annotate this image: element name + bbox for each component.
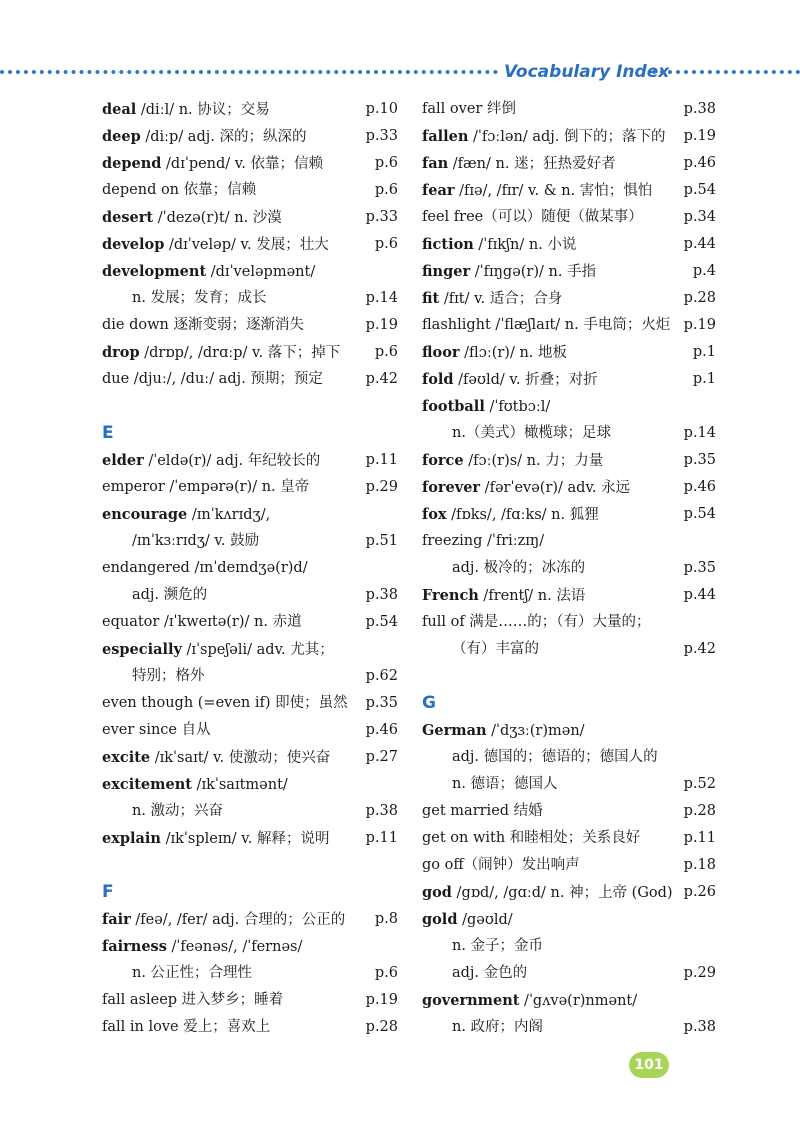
headword: forever [422,479,481,496]
page-reference: p.1 [692,344,716,360]
headword: fan [422,155,449,172]
page-reference: p.19 [365,992,398,1008]
index-entry [102,123,398,150]
entry-text [102,933,302,961]
entry-text [102,366,323,393]
entry-definition: /feə/, /fer/ adj. 合理的；公正的 [130,912,346,928]
headword: fiction [422,236,474,253]
entry-definition: /fɔː(r)s/ n. 力；力量 [463,453,604,469]
entry-text [102,771,288,799]
index-entry [102,609,398,636]
entry-definition: /fəʊld/ v. 折叠；对折 [453,372,598,388]
entry-text [422,852,580,879]
entry-definition: even though (=even if) 即使；虽然 [102,695,348,711]
index-entry [102,960,398,987]
entry-text [422,582,585,610]
headword: German [422,722,487,739]
entry-text [102,474,309,501]
index-entry [422,744,716,771]
index-entry [422,906,716,933]
headword: fair [102,911,131,928]
entry-definition: adj. 金色的 [452,965,528,981]
index-entry [422,636,716,663]
index-entry [102,231,398,258]
headword: French [422,587,479,604]
entry-definition: get married 结婚 [422,803,543,819]
entry-text [102,204,282,232]
entry-text [102,555,308,582]
entry-definition: n. 金子；金币 [452,938,544,954]
page-reference: p.54 [365,614,398,630]
index-entry [102,339,398,366]
entry-text [102,1014,270,1041]
index-entry [102,150,398,177]
headword: gold [422,911,458,928]
index-entry [422,366,716,393]
entry-text [102,177,256,204]
entry-definition: /diːp/ adj. 深的；纵深的 [140,129,307,145]
entry-text [102,906,345,934]
entry-definition: die down 逐渐变弱；逐渐消失 [102,317,304,333]
headword: government [422,992,520,1009]
page-reference: p.35 [365,695,398,711]
index-entry [422,420,716,447]
entry-text [422,771,558,798]
entry-definition: /ˈdʒɜː(r)mən/ [486,723,585,739]
page-reference: p.28 [683,290,716,306]
page-reference: p.6 [374,344,398,360]
index-entry [422,339,716,366]
index-entry [422,258,716,285]
entry-text [102,744,330,772]
entry-definition: depend on 依靠；信赖 [102,182,257,198]
index-entry [102,717,398,744]
entry-text [422,420,611,447]
index-entry [102,744,398,771]
page-reference: p.6 [374,182,398,198]
entry-definition: /fɒks/, /fɑːks/ n. 狐狸 [446,507,599,523]
headword: force [422,452,464,469]
entry-text [422,447,603,475]
headword: floor [422,344,460,361]
header-dotted-rule-right [652,70,800,74]
index-entry [422,150,716,177]
index-entry [422,1014,716,1041]
entry-definition: E [102,423,114,443]
headword: fallen [422,128,469,145]
headword: deep [102,128,141,145]
headword: fit [422,290,440,307]
index-entry [102,528,398,555]
index-entry [422,987,716,1014]
entry-definition: n. 公正性；合理性 [132,965,253,981]
entry-definition: due /djuː/, /duː/ adj. 预期；预定 [102,371,323,387]
entry-definition: adj. 德国的；德语的；德国人的 [452,749,658,765]
entry-definition: n.（美式）橄榄球；足球 [452,425,611,441]
page-reference: p.4 [692,263,716,279]
index-entry [422,960,716,987]
entry-definition: fall asleep 进入梦乡；睡着 [102,992,284,1008]
page-header [0,60,800,84]
page-reference: p.6 [374,155,398,171]
entry-definition: /ɪkˈsaɪtmənt/ [191,777,288,793]
entry-definition: get on with 和睦相处；关系良好 [422,830,641,846]
entry-text [422,879,673,907]
page-reference: p.35 [683,560,716,576]
index-entry [422,528,716,555]
page-reference: p.14 [365,290,398,306]
index-entry [422,312,716,339]
entry-definition: /ɪkˈsaɪt/ v. 使激动；使兴奋 [150,750,331,766]
entry-text [422,1014,543,1041]
section-letter [102,852,398,906]
page-reference: p.27 [365,749,398,765]
headword: deal [102,101,137,118]
entry-text [102,636,334,664]
entry-definition: freezing /ˈfriːzɪŋ/ [422,533,545,549]
entry-definition: /ɪˈspeʃəli/ adv. 尤其； [181,642,334,658]
page-reference: p.42 [365,371,398,387]
entry-text [422,798,543,825]
index-entry [102,96,398,123]
entry-text [422,150,616,178]
entry-text [102,690,348,717]
entry-text [102,717,211,744]
entry-text [102,285,267,312]
index-entry [422,798,716,825]
page-reference: p.29 [683,965,716,981]
entry-text [102,447,320,475]
index-entry [102,987,398,1014]
page-reference: p.10 [365,101,398,117]
entry-definition: /fərˈevə(r)/ adv. 永远 [480,480,631,496]
index-entry [102,366,398,393]
entry-text [422,312,670,339]
index-entry [422,393,716,420]
page-reference: p.8 [374,911,398,927]
index-entry [102,906,398,933]
headword: fairness [102,938,167,955]
index-entry [102,636,398,663]
index-entry [422,177,716,204]
entry-definition: /ɪkˈspleɪn/ v. 解释；说明 [160,831,330,847]
index-entry [102,555,398,582]
index-entry [422,609,716,636]
index-entry [102,258,398,285]
index-column-left [102,96,398,1041]
index-entry [102,582,398,609]
entry-definition: /ˈfeənəs/, /ˈfernəs/ [166,939,303,955]
entry-text [422,366,598,394]
entry-text [422,123,665,151]
page-reference: p.54 [683,182,716,198]
index-entry [102,933,398,960]
page-reference: p.11 [365,830,398,846]
entry-definition: n. 德语；德国人 [452,776,558,792]
headword: especially [102,641,182,658]
entry-text [422,285,562,313]
headword: elder [102,452,144,469]
entry-definition: ever since 自从 [102,722,211,738]
entry-definition: /fɪə/, /fɪr/ v. & n. 害怕；惧怕 [454,183,653,199]
section-letter [102,393,398,447]
entry-text [102,582,207,609]
index-entry [422,933,716,960]
headword: finger [422,263,471,280]
headword: develop [102,236,165,253]
entry-text [102,96,270,124]
index-column-right [422,96,716,1041]
entry-text [102,312,304,339]
page-reference: p.38 [683,1019,716,1035]
page-reference: p.6 [374,236,398,252]
page-reference: p.11 [365,452,398,468]
entry-text [102,798,223,825]
entry-definition: 特别；格外 [132,668,205,684]
entry-definition: /frentʃ/ n. 法语 [478,588,586,604]
index-entry [422,501,716,528]
entry-text [102,501,270,529]
index-entry [422,231,716,258]
page-reference: p.51 [365,533,398,549]
entry-definition: fall over 绊倒 [422,101,516,117]
headword: excitement [102,776,192,793]
entry-text [102,150,323,178]
entry-text [102,339,340,367]
entry-text [102,960,252,987]
page-reference: p.18 [683,857,716,873]
entry-definition: /fæn/ n. 迷；狂热爱好者 [448,156,616,172]
section-letter [422,663,716,717]
entry-definition: /flɔː(r)/ n. 地板 [459,345,567,361]
entry-text [422,717,585,745]
page-reference: p.38 [365,587,398,603]
entry-definition: /ˈdezə(r)t/ n. 沙漠 [153,210,282,226]
entry-text [422,474,630,502]
entry-text [102,123,306,151]
entry-text [422,906,513,934]
entry-definition: /dɪˈveləp/ v. 发展；壮大 [164,237,329,253]
headword: depend [102,155,162,172]
headword: development [102,263,207,280]
entry-definition: /dɪˈpend/ v. 依靠；信赖 [161,156,323,172]
entry-definition: /drɒp/, /drɑːp/ v. 落下；掉下 [139,345,341,361]
entry-text [102,258,315,286]
entry-definition: （有）丰富的 [452,641,539,657]
entry-definition: /dɪˈveləpmənt/ [206,264,316,280]
index-entry [102,474,398,501]
entry-definition: /ˈgʌvə(r)nmənt/ [519,993,638,1009]
headword: desert [102,209,154,226]
entry-definition: fall in love 爱上；喜欢上 [102,1019,271,1035]
entry-text [422,204,643,231]
entry-definition: /ɪnˈkɜːrɪdʒ/ v. 鼓励 [132,533,260,549]
page-reference: p.38 [365,803,398,819]
page-reference: p.11 [683,830,716,846]
page-reference: p.33 [365,128,398,144]
entry-definition: adj. 极冷的；冰冻的 [452,560,586,576]
page-reference: p.19 [365,317,398,333]
page-reference: p.38 [683,101,716,117]
entry-definition: /ɪnˈkʌrɪdʒ/, [187,507,271,523]
entry-text [422,393,550,421]
entry-text [422,555,585,582]
index-entry [422,879,716,906]
index-entry [422,474,716,501]
index-entry [102,663,398,690]
entry-definition: flashlight /ˈflæʃlaɪt/ n. 手电筒；火炬 [422,317,671,333]
page-reference: p.28 [365,1019,398,1035]
entry-definition: adj. 濒危的 [132,587,208,603]
headword: fear [422,182,455,199]
entry-definition: /ˈfɪkʃn/ n. 小说 [473,237,577,253]
entry-text [422,987,637,1015]
entry-text [422,528,544,555]
entry-definition: /ˈfʊtbɔːl/ [484,399,551,415]
entry-text [422,609,651,636]
headword: excite [102,749,151,766]
page-reference: p.44 [683,587,716,603]
entry-definition: /gəʊld/ [457,912,513,928]
entry-definition: F [102,882,114,902]
headword: drop [102,344,140,361]
headword: fold [422,371,454,388]
page-reference: p.42 [683,641,716,657]
index-entry [102,771,398,798]
entry-text [102,231,329,259]
index-entry [102,501,398,528]
header-dotted-rule-left [0,70,498,74]
entry-text [422,636,539,663]
index-entry [422,825,716,852]
index-entry [102,285,398,312]
headword: god [422,884,452,901]
page-reference: p.28 [683,803,716,819]
index-entry [422,285,716,312]
entry-text [422,933,543,960]
page-reference: p.62 [365,668,398,684]
page-reference: p.29 [365,479,398,495]
header-title: Vocabulary Index [504,62,670,82]
index-entry [422,717,716,744]
entry-definition: G [422,693,436,713]
entry-text [102,825,329,853]
entry-text [422,231,576,259]
page-reference: p.14 [683,425,716,441]
index-entry [422,771,716,798]
entry-definition: emperor /ˈempərə(r)/ n. 皇帝 [102,479,310,495]
entry-definition: /gɒd/, /gɑːd/ n. 神；上帝 (God) [451,885,673,901]
page-reference: p.52 [683,776,716,792]
page-reference: p.35 [683,452,716,468]
entry-definition: go off（闹钟）发出响声 [422,857,580,873]
page-reference: p.54 [683,506,716,522]
entry-text [422,96,516,123]
entry-definition: n. 政府；内阁 [452,1019,544,1035]
index-entry [422,123,716,150]
index-entry [422,447,716,474]
entry-text [422,960,527,987]
entry-definition: feel free（可以）随便（做某事） [422,209,643,225]
page-reference: p.6 [374,965,398,981]
index-entry [422,555,716,582]
page-reference: p.19 [683,128,716,144]
page-reference: p.19 [683,317,716,333]
headword: fox [422,506,447,523]
index-entry [422,204,716,231]
page-reference: p.1 [692,371,716,387]
index-entry [102,690,398,717]
index-entry [102,177,398,204]
page-reference: p.46 [683,155,716,171]
entry-text [422,825,640,852]
index-entry [102,1014,398,1041]
index-entry [422,582,716,609]
entry-definition: endangered /ɪnˈdeɪndʒə(r)d/ [102,560,308,576]
entry-text [102,609,302,636]
page-reference: p.46 [365,722,398,738]
entry-text [102,987,283,1014]
page-reference: p.33 [365,209,398,225]
headword: football [422,398,485,415]
index-entry [102,204,398,231]
entry-definition: full of 满是……的；（有）大量的； [422,614,651,630]
headword: encourage [102,506,188,523]
entry-text [422,339,567,367]
entry-text [102,528,259,555]
index-entry [102,798,398,825]
entry-text [422,177,652,205]
page-reference: p.44 [683,236,716,252]
entry-text [422,744,658,771]
index-entry [422,96,716,123]
page-reference: p.46 [683,479,716,495]
page-reference: p.34 [683,209,716,225]
entry-text [102,663,205,690]
index-entry [422,852,716,879]
index-entry [102,447,398,474]
headword: explain [102,830,161,847]
entry-definition: /fɪt/ v. 适合；合身 [439,291,563,307]
entry-definition: /ˈeldə(r)/ adj. 年纪较长的 [143,453,321,469]
page-number-badge: 101 [629,1052,669,1078]
entry-definition: n. 发展；发育；成长 [132,290,267,306]
index-entry [102,825,398,852]
entry-definition: /diːl/ n. 协议；交易 [136,102,270,118]
entry-definition: /ˈfɪŋgə(r)/ n. 手指 [470,264,597,280]
entry-text [422,501,599,529]
entry-definition: equator /ɪˈkweɪtə(r)/ n. 赤道 [102,614,302,630]
entry-definition: n. 激动；兴奋 [132,803,224,819]
entry-text [422,258,596,286]
index-entry [102,312,398,339]
entry-definition: /ˈfɔːlən/ adj. 倒下的；落下的 [468,129,666,145]
page-reference: p.26 [683,884,716,900]
